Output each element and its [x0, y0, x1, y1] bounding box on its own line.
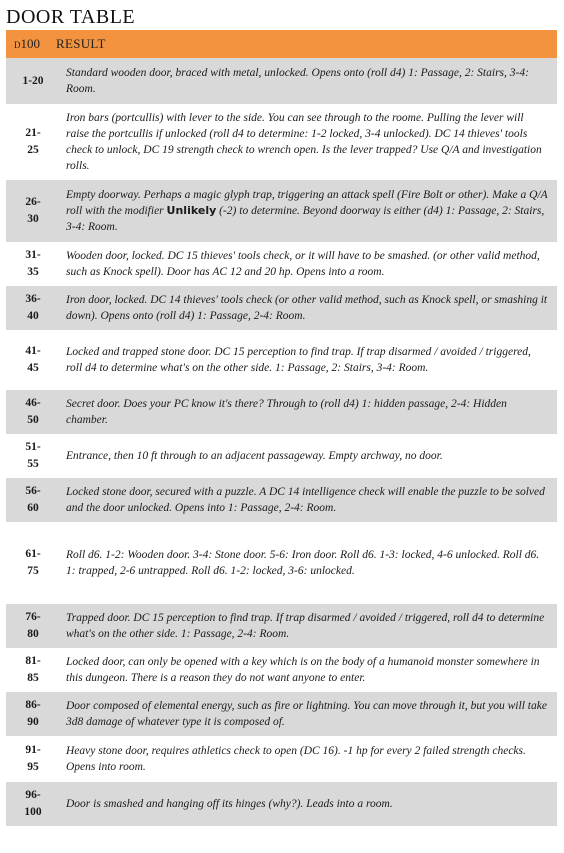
table-row	[6, 180, 557, 242]
table-row	[6, 522, 557, 604]
header-roll: d100	[14, 36, 40, 51]
table-header	[6, 30, 557, 58]
row-range: 46- 50	[25, 397, 41, 426]
page-title: DOOR TABLE	[6, 6, 136, 28]
row-range: 91- 95	[25, 744, 41, 773]
row-range: 86- 90	[25, 699, 41, 728]
modifier-emphasis: Unlikely	[166, 204, 217, 217]
table-row	[6, 434, 557, 478]
door-table	[6, 30, 557, 826]
row-result: Entrance, then 10 ft through to an adjacent passageway. Empty archway, no door.	[66, 450, 443, 462]
row-range: 81- 85	[25, 655, 41, 684]
table-row	[6, 478, 557, 522]
row-result: Roll d6. 1-2: Wooden door. 3-4: Stone door. 5-6: Iron door. Roll d6. 1-3: locked, 4-6 unlocked. Roll d6. 1: trapped, 2-6 untrapped. Roll d6. 1-2: locked, 3-6: unlocked.	[66, 549, 540, 577]
table-row	[6, 104, 557, 180]
row-result: Door is smashed and hanging off its hinges (why?). Leads into a room.	[66, 798, 393, 810]
row-range: 31- 35	[25, 249, 41, 278]
row-result	[56, 187, 557, 235]
row-result: Locked and trapped stone door. DC 15 perception to find trap. If trap disarmed / avoided / triggered, roll d4 to determine what's on the other side. 1: Passage, 2: Stairs, 3-4: Room.	[66, 346, 531, 374]
row-range: 96- 100	[24, 789, 42, 818]
row-range: 76- 80	[25, 611, 41, 640]
row-result: Standard wooden door, braced with metal, unlocked. Opens onto (roll d4) 1: Passage, 2: Stairs, 3-4: Room.	[66, 67, 529, 95]
row-range: 41- 45	[25, 345, 41, 374]
row-text-after: (-2) to determine. Beyond doorway is either (d4) 1: Passage, 2: Stairs, 3-4: Room.	[66, 205, 545, 233]
row-range: 21- 25	[25, 127, 41, 156]
table-row	[6, 648, 557, 692]
table-row	[6, 390, 557, 434]
row-text-before: Empty doorway. Perhaps a magic glyph trap, triggering an attack spell (Fire Bolt or other). Make a Q/A roll with the modifier	[66, 189, 548, 217]
row-range: 36- 40	[25, 293, 41, 322]
row-result: Secret door. Does your PC know it's there? Through to (roll d4) 1: hidden passage, 2-4: Hidden chamber.	[66, 398, 507, 426]
row-range: 1-20	[22, 74, 44, 87]
table-row	[6, 242, 557, 286]
row-range: 61- 75	[25, 548, 41, 577]
table-row	[6, 286, 557, 330]
row-result: Locked door, can only be opened with a key which is on the body of a humanoid monster somewhere in this dungeon. There is a reason they do not want anyone to enter.	[66, 656, 540, 684]
row-range: 26- 30	[25, 196, 41, 225]
header-result: RESULT	[56, 36, 106, 51]
row-result: Iron bars (portcullis) with lever to the side. You can see through to the roome. Pulling the lever will raise the portcullis if unlocked (roll d4 to determine: 1-2 locked, 3-4 unlocked). DC 14 thieves' tools check to unlock, DC 19 strength check to wrench open. Is the lever trapped? Use Q/A and investigation rolls.	[66, 112, 542, 172]
table-row	[6, 58, 557, 104]
row-result: Iron door, locked. DC 14 thieves' tools check (or other valid method, such as Knock spell, or smashing it down). Opens onto (roll d4) 1: Passage, 2-4: Room.	[66, 294, 548, 322]
row-range: 56- 60	[25, 485, 41, 514]
row-range: 51- 55	[25, 441, 41, 470]
row-result: Trapped door. DC 15 perception to find trap. If trap disarmed / avoided / triggered, roll d4 to determine what's on the other side. 1: Passage, 2-4: Room.	[66, 612, 545, 640]
row-result: Wooden door, locked. DC 15 thieves' tools check, or it will have to be smashed. (or other valid method, such as Knock spell). Door has AC 12 and 20 hp. Opens into a room.	[66, 250, 540, 278]
table-row	[6, 604, 557, 648]
row-result: Locked stone door, secured with a puzzle. A DC 14 intelligence check will enable the puzzle to be solved and the door unlocked. Opens into 1: Passage, 2-4: Room.	[66, 486, 545, 514]
row-result: Heavy stone door, requires athletics check to open (DC 16). -1 hp for every 2 failed strength checks. Opens into room.	[66, 745, 526, 773]
table-row	[6, 330, 557, 390]
table-row	[6, 692, 557, 736]
row-result: Door composed of elemental energy, such as fire or lightning. You can move through it, but you will take 3d8 damage of whatever type it is composed of.	[66, 700, 547, 728]
table-row	[6, 782, 557, 826]
table-row	[6, 736, 557, 782]
